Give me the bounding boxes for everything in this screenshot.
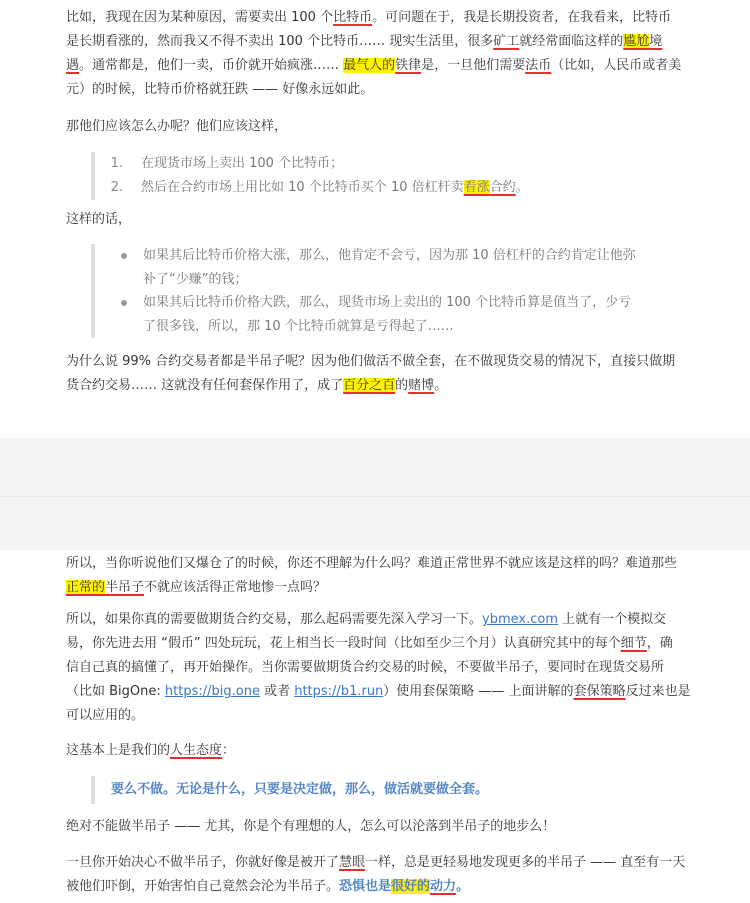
underlined-term: 矿工 [493, 34, 520, 49]
text-run: 一样，总是更轻易地发现更多的半吊子 —— 直至有一天 [365, 855, 686, 870]
divider [0, 496, 750, 497]
highlighted-term: 最气人的 [343, 58, 396, 73]
text-run: 然后在合约市场上用比如 10 个比特币买个 10 倍杠杆卖 [141, 180, 464, 195]
underlined-term: 套保策略 [573, 684, 626, 699]
bullet-icon [121, 253, 127, 259]
paragraph-learn-first [66, 608, 706, 728]
paragraph-attitude [66, 739, 706, 763]
text-line [66, 54, 706, 78]
text-line [66, 6, 706, 30]
paragraph-bitcoin-dilemma [66, 6, 706, 102]
text-line: 绝对不能做半吊子 —— 尤其，你是个有理想的人，怎么可以沦落到半吊子的地步么！ [66, 819, 556, 834]
text-run: （比如 BigOne: [66, 684, 165, 699]
underlined-term: 人生态度 [170, 743, 223, 758]
list-item [143, 244, 636, 292]
text-line: 所以，当你听说他们又爆仓了的时候，你还不理解为什么吗？难道正常世界不就应该是这样的吗？难道那些 [66, 556, 678, 571]
text-run: 。 [456, 879, 470, 894]
text-line [66, 576, 706, 600]
text-run: 是长期看涨的，然而我又不得不卖出 100 个比特币…… 现实生活里，很多 [66, 34, 494, 49]
underlined-term: 铁律 [395, 58, 422, 73]
motto-quote [91, 776, 655, 804]
paragraph-half-baked [66, 350, 706, 398]
emphasis-text: 恐惧也是 [339, 879, 392, 894]
text-line [66, 374, 706, 398]
text-line: 可以应用的。 [66, 708, 145, 723]
highlighted-term: 很好的 [391, 879, 431, 894]
text-line: 元）的时候，比特币价格就狂跌 —— 好像永远如此。 [66, 82, 374, 97]
text-run: 。 [434, 378, 448, 393]
underlined-term: 境 [649, 34, 663, 49]
text-run: 。可问题在于，我是长期投资者，在我看来，比特币 [372, 10, 672, 25]
article-bottom-section [0, 550, 750, 903]
text-line: 了很多钱，所以，那 10 个比特币就算是亏得起了…… [143, 319, 454, 334]
text-run: 上就有一个模拟交 [557, 612, 667, 627]
text-run: 被他们吓倒，开始害怕自己竟然会沦为半吊子。 [66, 879, 340, 894]
text-line: 信自己真的搞懂了，再开始操作。当你需要做期货合约交易的时候，不要做半吊子，要同时在现货交易所 [66, 660, 665, 675]
underlined-term: 比特币 [333, 10, 373, 25]
underlined-term: 合约 [489, 180, 516, 195]
underlined-term: 半吊子 [105, 580, 145, 595]
text-line: 那他们应该怎么办呢？他们应该这样， [66, 119, 288, 134]
text-run: ： [222, 743, 236, 758]
list-item [143, 291, 631, 339]
text-run: 比如，我现在因为某种原因，需要卖出 100 个 [66, 10, 334, 25]
text-line: 这样的话， [66, 212, 132, 227]
highlighted-term: 百分之百 [343, 378, 396, 393]
text-line [66, 851, 706, 875]
list-number: 2. [110, 180, 123, 195]
text-line: 为什么说 99% 合约交易者都是半吊子呢？因为他们做活不做全套，在不做现货交易的情况下，直接只做期 [66, 354, 676, 369]
text-run: ）使用套保策略 —— 上面讲解的 [383, 684, 574, 699]
text-run: 。通常都是，他们一卖，币价就开始疯涨…… [79, 58, 344, 73]
text-run: 或者 [259, 684, 295, 699]
motto-text: 要么不做。无论是什么，只要是决定做，那么，做活就要做全套。 [111, 782, 489, 797]
underlined-term: 细节 [620, 636, 647, 651]
text-run: 是，一旦他们需要 [421, 58, 526, 73]
ybmex-link[interactable]: ybmex.com [482, 612, 558, 627]
paragraph-insight [66, 851, 706, 899]
text-run: 的 [395, 378, 409, 393]
paragraph-then [66, 208, 706, 232]
text-run: 货合约交易…… 这就没有任何套保作用了，成了 [66, 378, 344, 393]
text-run: ，确 [646, 636, 673, 651]
text-line [66, 632, 706, 656]
text-run: 所以，如果你真的需要做期货合约交易，那么起码需要先深入学习一下。 [66, 612, 483, 627]
numbered-list-quote [91, 152, 655, 200]
text-run: 不就应该活得正常地惨一点吗？ [144, 580, 327, 595]
text-line: 如果其后比特币价格大跌，那么，现货市场上卖出的 100 个比特币算是值当了，少亏 [143, 295, 632, 310]
list-number: 1. [110, 156, 123, 171]
highlighted-term: 看涨 [463, 180, 490, 195]
underlined-term: 赌博 [408, 378, 435, 393]
text-run: 易，你先进去用 “假币” 四处玩玩，花上相当长一段时间（比如至少三个月）认真研究其中的每个 [66, 636, 621, 651]
bullet-list-quote [91, 244, 655, 338]
highlighted-term: 正常的 [66, 580, 106, 595]
text-line [66, 875, 706, 899]
bigone-link[interactable]: https://big.one [164, 684, 260, 699]
list-item-text [141, 176, 529, 200]
text-run: （比如，人民币或者美 [551, 58, 682, 73]
paragraph-liquidation [66, 552, 706, 600]
article-top-section [0, 0, 750, 438]
paragraph-question [66, 115, 706, 139]
list-item-text: 在现货市场上卖出 100 个比特币； [141, 156, 344, 171]
text-line [66, 30, 706, 54]
b1-run-link[interactable]: https://b1.run [294, 684, 384, 699]
underlined-term: 动力 [430, 879, 457, 894]
text-line [66, 680, 706, 704]
underlined-term: 遇 [66, 58, 80, 73]
text-run: 就经常面临这样的 [519, 34, 624, 49]
underlined-term: 法币 [525, 58, 552, 73]
highlighted-term: 尴尬 [623, 34, 650, 49]
text-run: 这基本上是我们的 [66, 743, 171, 758]
text-run: 反过来也是 [625, 684, 691, 699]
screenshot-gap [0, 438, 750, 550]
underlined-term: 慧眼 [339, 855, 366, 870]
text-run: 一旦你开始决心不做半吊子，你就好像是被开了 [66, 855, 340, 870]
bullet-icon [121, 300, 127, 306]
text-line: 补了“少赚”的钱； [143, 272, 248, 287]
text-line [66, 608, 706, 632]
paragraph-never-half [66, 815, 706, 839]
text-line [66, 739, 706, 763]
text-run: 。 [515, 180, 529, 195]
text-line: 如果其后比特币价格大涨，那么，他肯定不会亏，因为那 10 倍杠杆的合约肯定让他弥 [143, 248, 636, 263]
